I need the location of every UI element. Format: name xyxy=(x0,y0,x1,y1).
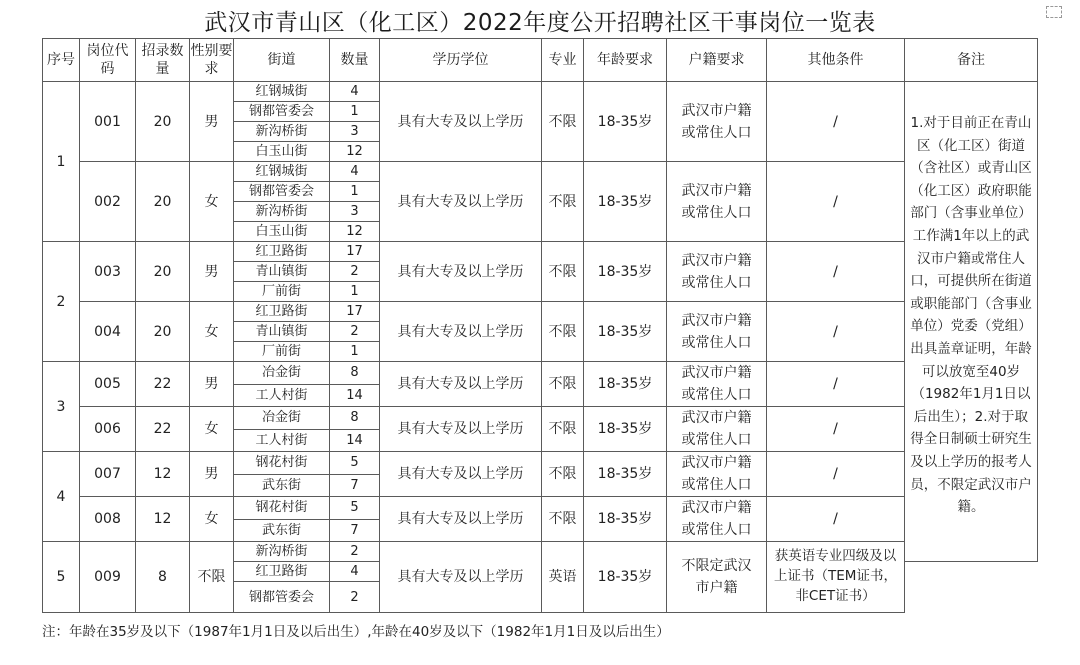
header-quantity: 数量 xyxy=(330,39,380,82)
street-count-cell: 8 xyxy=(330,362,380,385)
gender-cell: 女 xyxy=(190,407,234,452)
street-cell: 钢都管委会 xyxy=(234,182,330,202)
post-code-cell: 003 xyxy=(80,242,136,302)
table-row xyxy=(43,362,1038,385)
major-cell: 不限 xyxy=(542,302,584,362)
other-cell: / xyxy=(767,162,905,242)
education-cell: 具有大专及以上学历 xyxy=(380,362,542,407)
street-cell: 冶金街 xyxy=(234,362,330,385)
major-cell: 不限 xyxy=(542,242,584,302)
street-cell: 厂前街 xyxy=(234,282,330,302)
street-count-cell: 3 xyxy=(330,122,380,142)
age-cell: 18-35岁 xyxy=(584,362,667,407)
post-count-cell: 20 xyxy=(136,162,190,242)
huji-cell: 武汉市户籍或常住人口 xyxy=(667,452,767,497)
seq-cell: 2 xyxy=(43,242,80,362)
street-count-cell: 12 xyxy=(330,222,380,242)
other-cell: / xyxy=(767,242,905,302)
street-cell: 厂前街 xyxy=(234,342,330,362)
street-cell: 工人村街 xyxy=(234,429,330,452)
header-count: 招录数量 xyxy=(136,39,190,82)
street-cell: 新沟桥街 xyxy=(234,202,330,222)
gender-cell: 男 xyxy=(190,242,234,302)
seq-cell: 3 xyxy=(43,362,80,452)
street-count-cell: 2 xyxy=(330,542,380,562)
street-cell: 武东街 xyxy=(234,519,330,542)
education-cell: 具有大专及以上学历 xyxy=(380,302,542,362)
other-cell: 获英语专业四级及以上证书（TEM证书，非CET证书） xyxy=(767,542,905,613)
street-cell: 新沟桥街 xyxy=(234,122,330,142)
street-count-cell: 2 xyxy=(330,262,380,282)
street-count-cell: 17 xyxy=(330,242,380,262)
age-cell: 18-35岁 xyxy=(584,162,667,242)
street-cell: 红卫路街 xyxy=(234,242,330,262)
recruitment-table xyxy=(42,38,1038,613)
street-count-cell: 1 xyxy=(330,342,380,362)
street-cell: 工人村街 xyxy=(234,384,330,407)
huji-cell: 武汉市户籍或常住人口 xyxy=(667,362,767,407)
age-cell: 18-35岁 xyxy=(584,242,667,302)
street-count-cell: 4 xyxy=(330,82,380,102)
header-remark: 备注 xyxy=(905,39,1038,82)
street-count-cell: 8 xyxy=(330,407,380,430)
huji-cell: 武汉市户籍或常住人口 xyxy=(667,302,767,362)
other-cell: / xyxy=(767,452,905,497)
post-code-cell: 002 xyxy=(80,162,136,242)
table-row xyxy=(43,162,1038,182)
post-count-cell: 20 xyxy=(136,242,190,302)
table-row xyxy=(43,82,1038,102)
corner-mark xyxy=(1046,6,1062,18)
age-cell: 18-35岁 xyxy=(584,542,667,613)
education-cell: 具有大专及以上学历 xyxy=(380,82,542,162)
page-title: 武汉市青山区（化工区）2022年度公开招聘社区干事岗位一览表 xyxy=(204,10,876,36)
street-cell: 红钢城街 xyxy=(234,82,330,102)
header-code: 岗位代码 xyxy=(80,39,136,82)
header-education: 学历学位 xyxy=(380,39,542,82)
street-cell: 武东街 xyxy=(234,474,330,497)
street-count-cell: 14 xyxy=(330,429,380,452)
table-row xyxy=(43,407,1038,430)
street-count-cell: 1 xyxy=(330,102,380,122)
gender-cell: 女 xyxy=(190,497,234,542)
huji-cell: 武汉市户籍或常住人口 xyxy=(667,407,767,452)
education-cell: 具有大专及以上学历 xyxy=(380,542,542,613)
header-age: 年龄要求 xyxy=(584,39,667,82)
seq-cell: 1 xyxy=(43,82,80,242)
age-cell: 18-35岁 xyxy=(584,82,667,162)
street-cell: 白玉山街 xyxy=(234,142,330,162)
street-cell: 青山镇街 xyxy=(234,262,330,282)
header-gender: 性别要求 xyxy=(190,39,234,82)
age-cell: 18-35岁 xyxy=(584,407,667,452)
major-cell: 不限 xyxy=(542,162,584,242)
street-count-cell: 5 xyxy=(330,452,380,475)
major-cell: 不限 xyxy=(542,452,584,497)
major-cell: 英语 xyxy=(542,542,584,613)
education-cell: 具有大专及以上学历 xyxy=(380,497,542,542)
street-count-cell: 7 xyxy=(330,474,380,497)
street-cell: 钢都管委会 xyxy=(234,102,330,122)
post-code-cell: 008 xyxy=(80,497,136,542)
gender-cell: 女 xyxy=(190,302,234,362)
major-cell: 不限 xyxy=(542,82,584,162)
street-count-cell: 17 xyxy=(330,302,380,322)
major-cell: 不限 xyxy=(542,407,584,452)
street-count-cell: 14 xyxy=(330,384,380,407)
street-count-cell: 2 xyxy=(330,322,380,342)
post-code-cell: 004 xyxy=(80,302,136,362)
post-count-cell: 22 xyxy=(136,407,190,452)
street-cell: 白玉山街 xyxy=(234,222,330,242)
post-count-cell: 20 xyxy=(136,82,190,162)
street-cell: 青山镇街 xyxy=(234,322,330,342)
gender-cell: 男 xyxy=(190,82,234,162)
street-count-cell: 1 xyxy=(330,182,380,202)
post-code-cell: 009 xyxy=(80,542,136,613)
street-cell: 钢花村街 xyxy=(234,497,330,520)
street-cell: 红卫路街 xyxy=(234,302,330,322)
seq-cell: 4 xyxy=(43,452,80,542)
footnote: 注：年龄在35岁及以下（1987年1月1日及以后出生）,年龄在40岁及以下（1982年1月1日及以后出生） xyxy=(42,624,670,640)
major-cell: 不限 xyxy=(542,362,584,407)
header-other: 其他条件 xyxy=(767,39,905,82)
header-major: 专业 xyxy=(542,39,584,82)
huji-cell: 不限定武汉市户籍 xyxy=(667,542,767,613)
street-count-cell: 2 xyxy=(330,582,380,613)
gender-cell: 不限 xyxy=(190,542,234,613)
other-cell: / xyxy=(767,82,905,162)
header-street: 街道 xyxy=(234,39,330,82)
header-seq: 序号 xyxy=(43,39,80,82)
street-count-cell: 1 xyxy=(330,282,380,302)
street-cell: 红钢城街 xyxy=(234,162,330,182)
table-row xyxy=(43,302,1038,322)
age-cell: 18-35岁 xyxy=(584,302,667,362)
street-count-cell: 7 xyxy=(330,519,380,542)
header-huji: 户籍要求 xyxy=(667,39,767,82)
gender-cell: 女 xyxy=(190,162,234,242)
post-count-cell: 20 xyxy=(136,302,190,362)
huji-cell: 武汉市户籍或常住人口 xyxy=(667,82,767,162)
street-cell: 冶金街 xyxy=(234,407,330,430)
street-count-cell: 12 xyxy=(330,142,380,162)
table-row xyxy=(43,542,1038,562)
seq-cell: 5 xyxy=(43,542,80,613)
education-cell: 具有大专及以上学历 xyxy=(380,452,542,497)
post-count-cell: 12 xyxy=(136,497,190,542)
education-cell: 具有大专及以上学历 xyxy=(380,242,542,302)
table-row xyxy=(43,497,1038,520)
huji-cell: 武汉市户籍或常住人口 xyxy=(667,242,767,302)
education-cell: 具有大专及以上学历 xyxy=(380,162,542,242)
table-row xyxy=(43,242,1038,262)
remark-cell: 1.对于目前正在青山区（化工区）街道（含社区）或青山区（化工区）政府职能部门（含事业单位）工作满1年以上的武汉市户籍或常住人口，可提供所在街道或职能部门（含事业单位）党委（党组）出具盖章证明，年龄可以放宽至40岁（1982年1月1日以后出生）；2.对于取得全日制硕士研究生及以上学历的报考人员，不限定武汉市户籍。 xyxy=(905,82,1038,562)
post-count-cell: 8 xyxy=(136,542,190,613)
post-code-cell: 005 xyxy=(80,362,136,407)
post-code-cell: 006 xyxy=(80,407,136,452)
age-cell: 18-35岁 xyxy=(584,452,667,497)
post-code-cell: 007 xyxy=(80,452,136,497)
huji-cell: 武汉市户籍或常住人口 xyxy=(667,497,767,542)
education-cell: 具有大专及以上学历 xyxy=(380,407,542,452)
post-code-cell: 001 xyxy=(80,82,136,162)
other-cell: / xyxy=(767,362,905,407)
huji-cell: 武汉市户籍或常住人口 xyxy=(667,162,767,242)
other-cell: / xyxy=(767,302,905,362)
gender-cell: 男 xyxy=(190,362,234,407)
age-cell: 18-35岁 xyxy=(584,497,667,542)
street-cell: 钢都管委会 xyxy=(234,582,330,613)
table-row xyxy=(43,452,1038,475)
post-count-cell: 22 xyxy=(136,362,190,407)
other-cell: / xyxy=(767,497,905,542)
street-count-cell: 4 xyxy=(330,562,380,582)
street-count-cell: 4 xyxy=(330,162,380,182)
gender-cell: 男 xyxy=(190,452,234,497)
header-row xyxy=(43,39,1038,82)
street-cell: 新沟桥街 xyxy=(234,542,330,562)
other-cell: / xyxy=(767,407,905,452)
street-cell: 红卫路街 xyxy=(234,562,330,582)
street-count-cell: 5 xyxy=(330,497,380,520)
post-count-cell: 12 xyxy=(136,452,190,497)
street-count-cell: 3 xyxy=(330,202,380,222)
street-cell: 钢花村街 xyxy=(234,452,330,475)
major-cell: 不限 xyxy=(542,497,584,542)
